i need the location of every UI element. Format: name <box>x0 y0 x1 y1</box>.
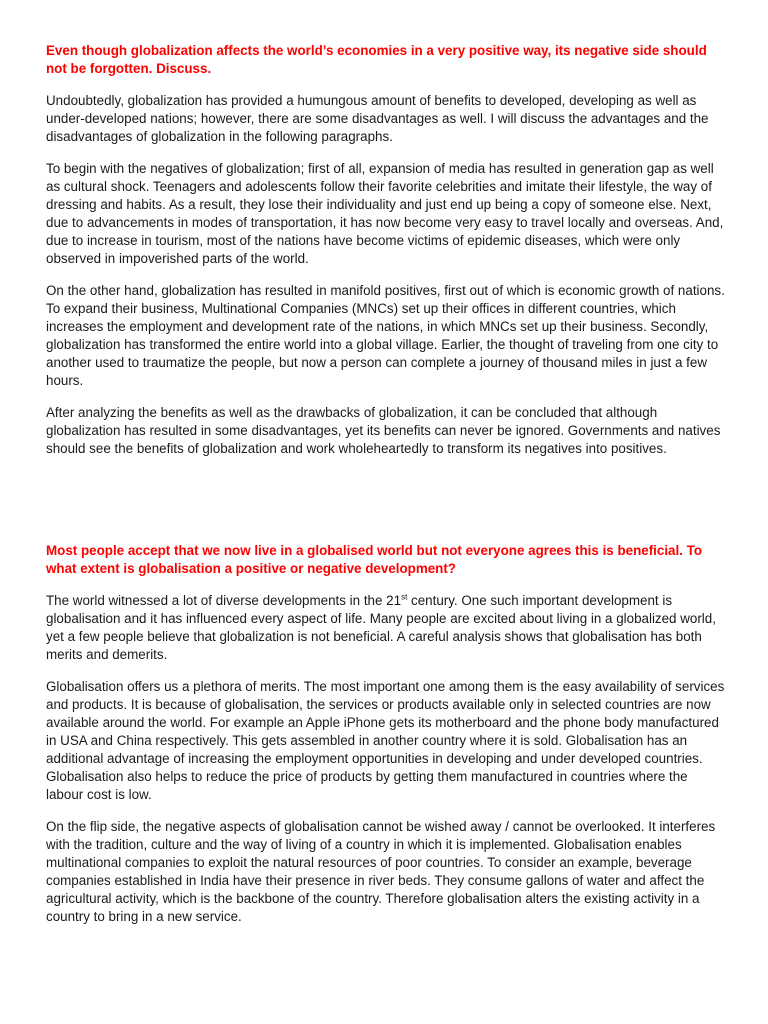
essay-1-paragraph-4: After analyzing the benefits as well as the drawbacks of globalization, it can be concluded that although globalization has resulted in some disadvantages, yet its benefits can never be ignored. Governments and natives should see the benefits of globalization and work wholeheartedly to transform its negatives into positives. <box>46 405 721 456</box>
essay-2-intro-text-cont: century. One such important development is globalisation and it has influenced every aspect of life. Many people are excited about living in a globalized world, yet a few people believe that globalization is not beneficial. A careful analysis shows that globalisation has both merits and demerits. <box>46 593 716 662</box>
essay-2-paragraph-1 <box>46 592 726 664</box>
ordinal-superscript: st <box>401 592 408 602</box>
essay-2-question: Most people accept that we now live in a globalised world but not everyone agrees this is beneficial. To what extent is globalisation a positive or negative development? <box>46 543 703 576</box>
section-gap <box>46 472 726 542</box>
essay-2-paragraph-2: Globalisation offers us a plethora of merits. The most important one among them is the easy availability of services and products. It is because of globalisation, the services or products available only in selected countries are now available around the world. For example an Apple iPhone gets its motherboard and the phone body manufactured in USA and China respectively. This gets assembled in another country where it is sold. Globalisation has an additional advantage of increasing the employment opportunities in developing and under developed countries. Globalisation also helps to reduce the price of products by getting them manufactured in countries where the labour cost is low. <box>46 679 725 802</box>
essay-1-paragraph-2: To begin with the negatives of globalization; first of all, expansion of media has resulted in generation gap as well as cultural shock. Teenagers and adolescents follow their favorite celebrities and imitate their lifestyle, the way of dressing and habits. As a result, they lose their individuality and just end up being a copy of someone else. Next, due to advancements in modes of transportation, it has now become very easy to travel locally and overseas. And, due to increase in tourism, most of the nations have become victims of epidemic diseases, which were only observed in impoverished parts of the world. <box>46 161 724 266</box>
document-page <box>46 42 726 940</box>
essay-1-paragraph-3: On the other hand, globalization has resulted in manifold positives, first out of which is economic growth of nations. To expand their business, Multinational Companies (MNCs) set up their offices in different countries, which increases the employment and development rate of the nations, in which MNCs set up their business. Secondly, globalization has transformed the entire world into a global village. Earlier, the thought of traveling from one city to another used to traumatize the people, but now a person can complete a journey of thousand miles in just a few hours. <box>46 283 725 388</box>
essay-2-intro-text: The world witnessed a lot of diverse developments in the 21 <box>46 593 402 608</box>
essay-1-paragraph-1: Undoubtedly, globalization has provided a humungous amount of benefits to developed, developing as well as under-developed nations; however, there are some disadvantages as well. I will discuss the advantages and the disadvantages of globalization in the following paragraphs. <box>46 93 709 144</box>
essay-1-question: Even though globalization affects the world’s economies in a very positive way, its negative side should not be forgotten. Discuss. <box>46 43 707 76</box>
essay-2-paragraph-3: On the flip side, the negative aspects of globalisation cannot be wished away / cannot be overlooked. It interferes with the tradition, culture and the way of living of a country in which it is implemented. Globalisation enables multinational companies to exploit the natural resources of poor countries. To consider an example, beverage companies established in India have their presence in river beds. They consume gallons of water and affect the agricultural activity, which is the backbone of the country. Therefore globalisation alters the existing activity in a country to bring in a new service. <box>46 819 716 924</box>
